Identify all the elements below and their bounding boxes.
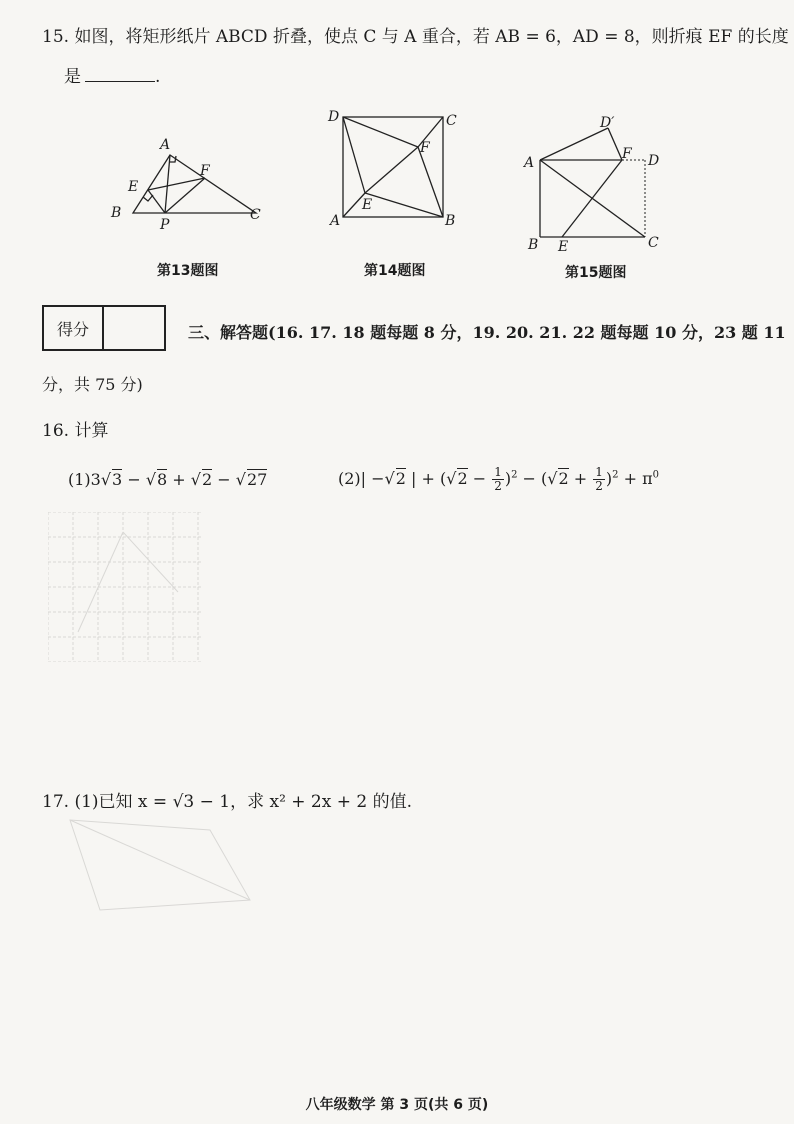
label-c: C (648, 235, 659, 251)
page-footer: 八年级数学 第 3 页(共 6 页) (305, 1097, 489, 1113)
label-a: A (330, 213, 341, 229)
label-e: E (128, 179, 139, 195)
label-c: C (446, 113, 457, 129)
triangle-abc (133, 155, 256, 213)
label-f: F (200, 163, 210, 179)
label-d: D (328, 109, 340, 125)
bleed-through-shape (60, 810, 260, 920)
part1-label: (1) (68, 470, 91, 489)
section-3-title-line2: 分，共 75 分) (42, 375, 143, 394)
label-a: A (160, 137, 171, 153)
question-15-line2: 是 . (64, 67, 161, 87)
question-16-part1: (1)3√3 − √8 + √2 − √27 (68, 470, 268, 489)
figure-15 (520, 115, 670, 255)
label-e: E (362, 197, 373, 213)
score-box (42, 305, 166, 351)
section-3-title-line1: 三、解答题(16. 17. 18 题每题 8 分，19. 20. 21. 22 题每题 10 分，23 题 11 (188, 323, 786, 342)
question-15-prefix: 是 (64, 67, 81, 87)
label-f: F (420, 140, 430, 156)
label-b: B (445, 213, 456, 229)
label-d: D (648, 153, 660, 169)
label-d-prime: D′ (600, 115, 615, 131)
score-field[interactable] (104, 307, 164, 349)
question-17: 17. (1)已知 x = √3 − 1，求 x² + 2x + 2 的值. (42, 792, 413, 812)
question-16-part2: (2)| −√2 | + (√2 − $\frac{1}{2}$ )$^2$ − (√2 + $\frac{1}{2}$ )$^2 + \pi^0$ (338, 465, 659, 493)
label-b: B (111, 205, 122, 221)
section-3-title (188, 320, 786, 343)
score-label: 得分 (44, 307, 104, 349)
question-16-title: 16. 计算 (42, 421, 109, 441)
label-c: C (250, 207, 261, 223)
figure-15-caption: 第15题图 (565, 265, 627, 281)
part2-label: (2) (338, 469, 361, 488)
bleed-through-grid (48, 512, 203, 662)
figure-14-caption: 第14题图 (364, 263, 426, 279)
label-f: F (622, 146, 632, 162)
figure-13 (108, 135, 268, 230)
question-15-line1 (42, 22, 789, 47)
label-b: B (528, 237, 539, 253)
figure-13-caption: 第13题图 (157, 263, 219, 279)
figure-14 (325, 105, 465, 235)
label-e: E (558, 239, 569, 255)
question-15-text: 15. 如图，将矩形纸片 ABCD 折叠，使点 C 与 A 重合，若 AB = 6，AD = 8，则折痕 EF 的长度 (42, 27, 789, 47)
label-p: P (160, 217, 170, 230)
section-3-title-cont (42, 372, 143, 395)
label-a: A (524, 155, 535, 171)
answer-blank[interactable] (85, 67, 155, 82)
